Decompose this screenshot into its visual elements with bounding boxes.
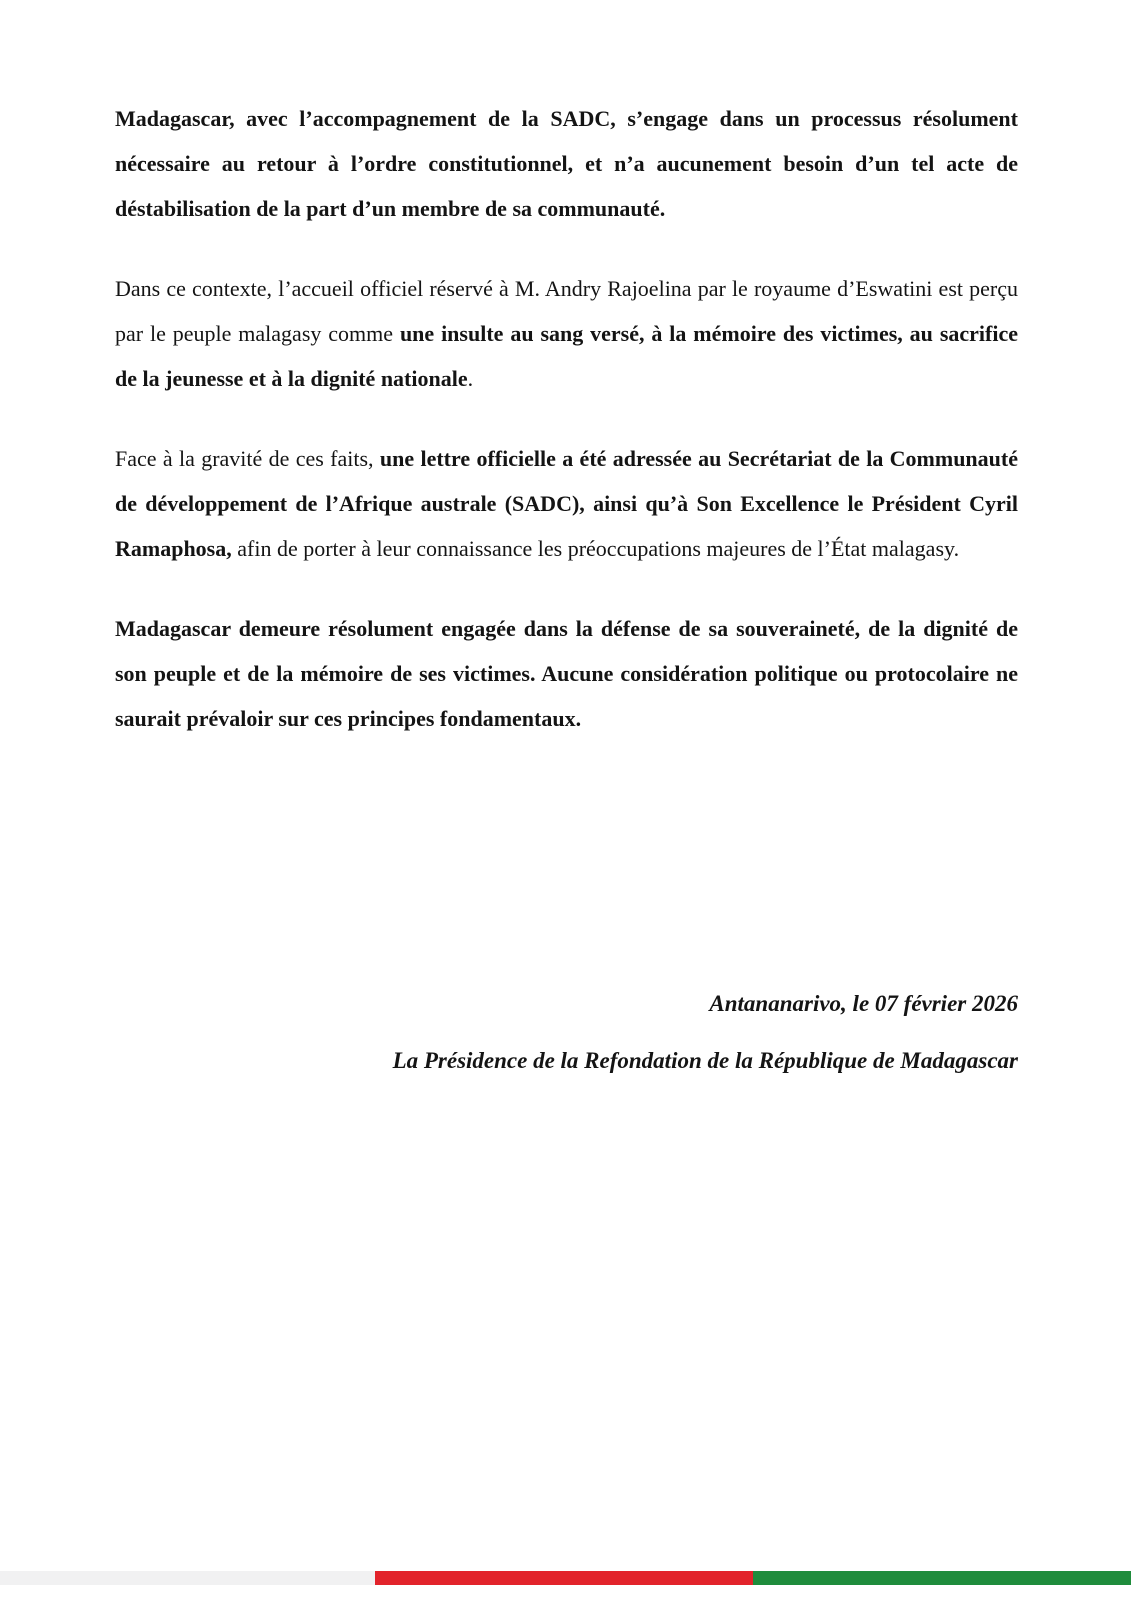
- text-segment: Face à la gravité de ces faits,: [115, 446, 380, 471]
- letter-body: [115, 96, 1018, 1083]
- paragraph: [115, 436, 1018, 571]
- bold-text-segment: Madagascar, avec l’accompagnement de la SADC, s’engage dans un processus résolument nécessaire au retour à l’ordre constitutionnel, et n’a aucunement besoin d’un tel acte de déstabilisation de la part d’un membre de sa communauté.: [115, 106, 1018, 221]
- bold-text-segment: Madagascar demeure résolument engagée dans la défense de sa souveraineté, de la dignité de son peuple et de la mémoire de ses victimes. Aucune considération politique ou protocolaire ne saurait prévaloir sur ces principes fondamentaux.: [115, 616, 1018, 731]
- paragraph: [115, 606, 1018, 741]
- text-segment: afin de porter à leur connaissance les préoccupations majeures de l’État malagasy.: [231, 536, 960, 561]
- text-segment: Dans ce contexte, l’accueil officiel réservé à M. Andry Rajoelina par le royaume d’Eswatini est perçu par le peuple malagasy comme: [115, 276, 1018, 346]
- flag-stripe: [0, 1571, 1131, 1585]
- signature-block: [115, 981, 1018, 1083]
- paragraph: [115, 266, 1018, 401]
- paragraphs-container: [115, 96, 1018, 741]
- text-segment: .: [467, 366, 474, 391]
- dateline: Antananarivo, le 07 février 2026: [709, 991, 1018, 1016]
- paragraph: [115, 96, 1018, 231]
- flag-stripe-red-segment: [375, 1571, 753, 1585]
- bold-text-segment: une insulte au sang versé, à la mémoire des victimes, au sacrifice de la jeunesse et à la dignité nationale: [115, 321, 1018, 391]
- signature-line: La Présidence de la Refondation de la République de Madagascar: [392, 1048, 1018, 1073]
- flag-stripe-white-segment: [0, 1571, 375, 1585]
- flag-stripe-green-segment: [753, 1571, 1131, 1585]
- bold-text-segment: une lettre officielle a été adressée au Secrétariat de la Communauté de développement de l’Afrique australe (SADC), ainsi qu’à Son Excellence le Président Cyril Ramaphosa,: [115, 446, 1018, 561]
